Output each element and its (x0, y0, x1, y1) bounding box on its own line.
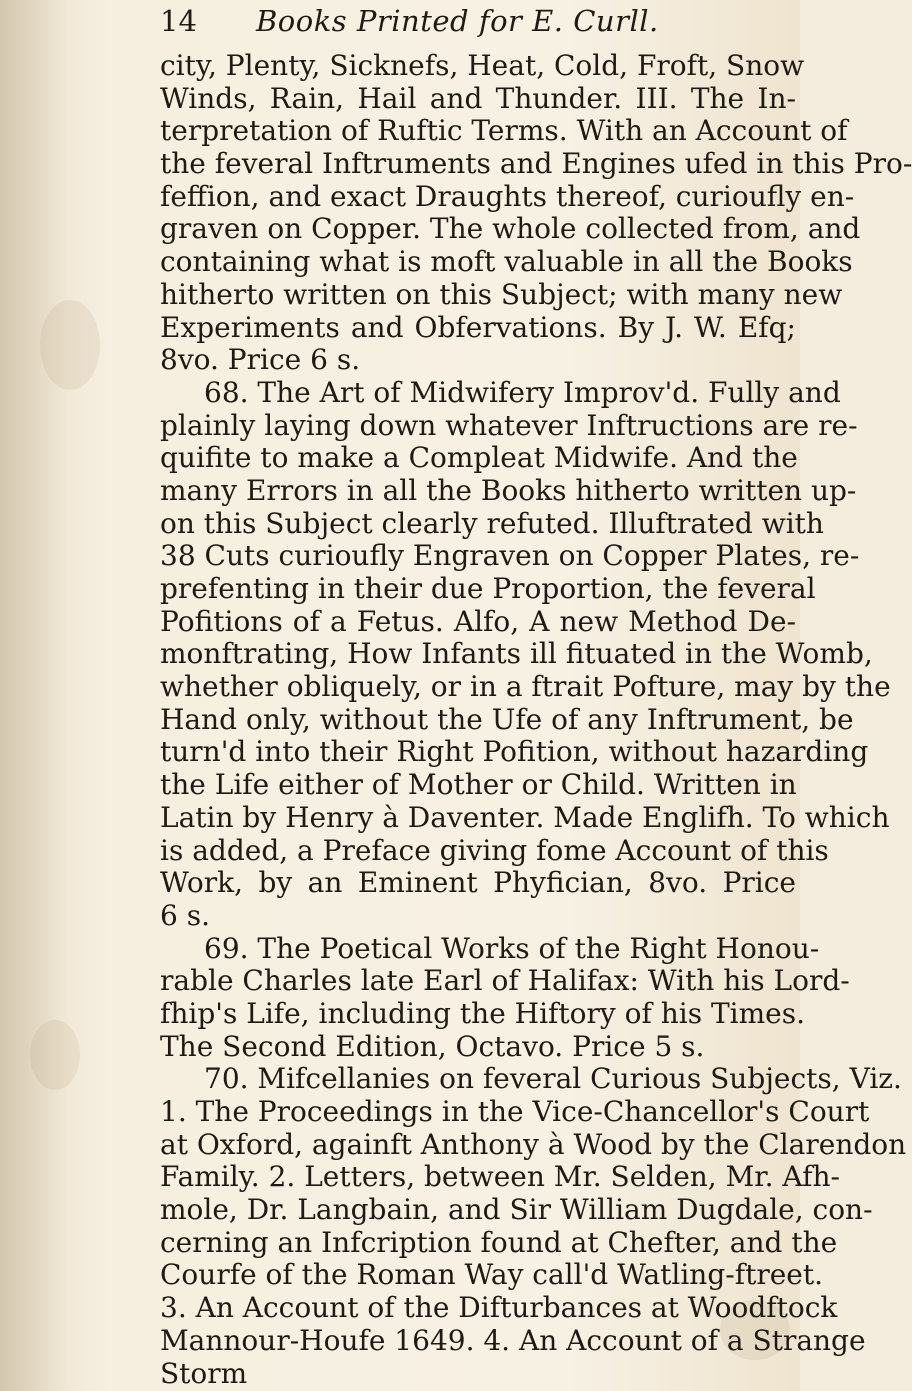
text-line: mole, Dr. Langbain, and Sir William Dugdale, con- (160, 1193, 873, 1227)
text-line: Family. 2. Letters, between Mr. Selden, Mr. Afh- (160, 1160, 840, 1194)
text-line: 8vo. Price 6 s. (160, 343, 361, 377)
running-title: Books Printed for E. Curll. (256, 4, 659, 38)
text-line: hitherto written on this Subject; with many new (160, 277, 843, 311)
text-line: the Life either of Mother or Child. Written in (160, 768, 797, 802)
text-line: Latin by Henry à Daventer. Made Englifh. To which (160, 800, 890, 834)
text-line: on this Subject clearly refuted. Illuftrated with (160, 506, 824, 540)
running-header (160, 4, 790, 54)
text-line: plainly laying down whatever Inftructions are re- (160, 408, 858, 442)
text-line: Experiments and Obfervations. By J. W. Efq; (160, 310, 796, 344)
text-line: Hand only, without the Ufe of any Inftrument, be (160, 702, 854, 736)
text-line: 70. Mifcellanies on feveral Curious Subjects, Viz. (204, 1062, 902, 1096)
text-line: many Errors in all the Books hitherto written up- (160, 473, 857, 507)
text-line: containing what is moft valuable in all the Books (160, 245, 853, 279)
text-line: 38 Cuts curioufly Engraven on Copper Plates, re- (160, 539, 860, 573)
paper-stain (40, 300, 100, 390)
text-line: is added, a Preface giving fome Account of this (160, 833, 829, 867)
text-line: Mannour-Houfe 1649. 4. An Account of a Strange (160, 1323, 866, 1357)
text-line: fhip's Life, including the Hiftory of his Times. (160, 996, 806, 1030)
text-line: Storm (160, 1356, 248, 1390)
gutter-shadow (0, 0, 70, 1391)
text-line: graven on Copper. The whole collected from, and (160, 212, 861, 246)
text-line: 6 s. (160, 898, 210, 932)
text-line: city, Plenty, Sicknefs, Heat, Cold, Froft, Snow (160, 49, 805, 82)
catalogue-text (160, 49, 912, 1390)
text-line: 68. The Art of Midwifery Improv'd. Fully and (204, 375, 841, 409)
text-line: cerning an Infcription found at Chefter, and the (160, 1225, 838, 1259)
text-line: quifite to make a Compleat Midwife. And the (160, 441, 798, 475)
paper-stain (30, 1020, 80, 1090)
text-line: whether obliquely, or in a ftrait Pofture, may by the (160, 670, 891, 704)
text-line: turn'd into their Right Pofition, without hazarding (160, 735, 869, 769)
text-line: the feveral Inftruments and Engines ufed in this Pro- (160, 147, 912, 181)
text-line: feffion, and exact Draughts thereof, curioufly en- (160, 179, 855, 213)
text-line: 3. An Account of the Difturbances at Woodftock (160, 1291, 838, 1325)
text-line: Courfe of the Roman Way call'd Watling-ftreet. (160, 1258, 824, 1292)
text-line: Work, by an Eminent Phyfician, 8vo. Price (160, 866, 796, 900)
text-line: Pofitions of a Fetus. Alfo, A new Method De- (160, 604, 796, 638)
text-line: prefenting in their due Proportion, the feveral (160, 572, 816, 605)
text-line: Winds, Rain, Hail and Thunder. III. The In- (160, 81, 796, 115)
page-number: 14 (160, 4, 197, 38)
text-line: at Oxford, againft Anthony à Wood by the Clarendon (160, 1127, 907, 1161)
text-line: rable Charles late Earl of Halifax: With his Lord- (160, 964, 850, 998)
text-line: monftrating, How Infants ill fituated in the Womb, (160, 637, 873, 671)
text-line: 1. The Proceedings in the Vice-Chancellor's Court (160, 1095, 870, 1128)
text-line: 69. The Poetical Works of the Right Honou- (204, 931, 820, 965)
text-line: terpretation of Ruftic Terms. With an Account of (160, 114, 848, 148)
text-line: The Second Edition, Octavo. Price 5 s. (160, 1029, 705, 1063)
